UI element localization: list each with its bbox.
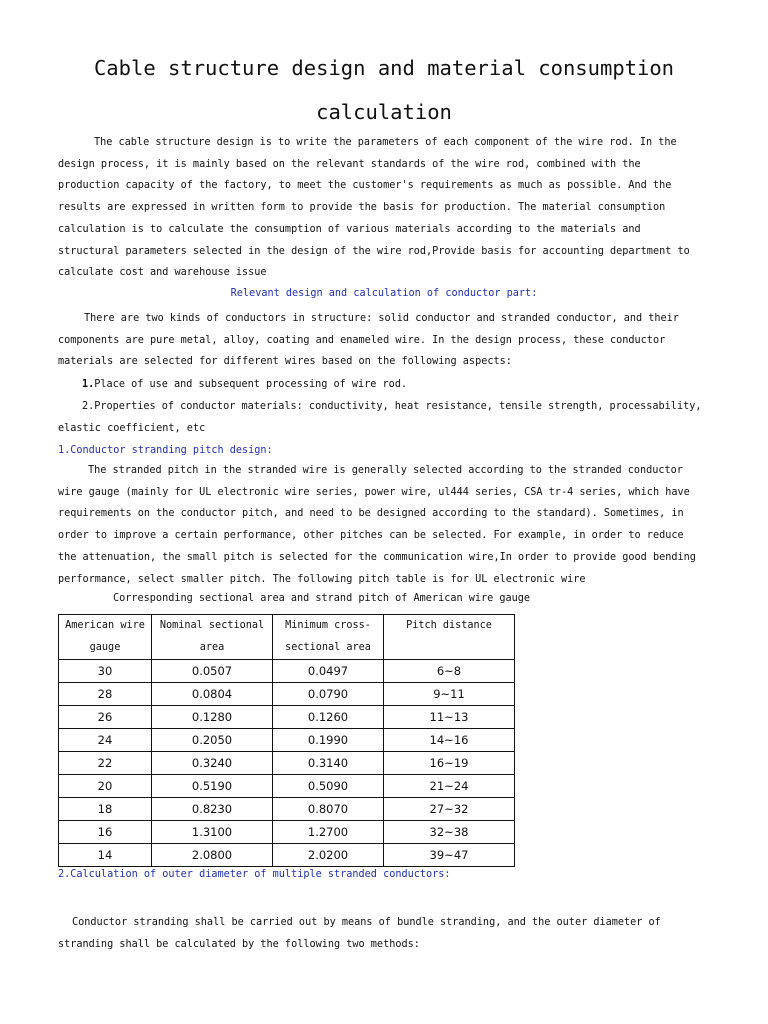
cell-minimum: 0.5090 xyxy=(273,775,384,798)
cell-pitch: 39~47 xyxy=(384,844,515,867)
cell-minimum: 0.8070 xyxy=(273,798,384,821)
header-nominal-area: Nominal sectional area xyxy=(152,615,273,660)
cell-gauge: 28 xyxy=(59,683,152,706)
list-item-1 xyxy=(82,374,742,396)
cell-pitch: 21~24 xyxy=(384,775,515,798)
header-minimum-area: Minimum cross-sectional area xyxy=(273,615,384,660)
outer-diameter-paragraph: Conductor stranding shall be carried out by means of bundle stranding, and the outer diameter of stranding shall be calculated by the following two methods: xyxy=(58,917,661,950)
cell-pitch: 32~38 xyxy=(384,821,515,844)
cell-minimum: 0.3140 xyxy=(273,752,384,775)
cell-gauge: 26 xyxy=(59,706,152,729)
cell-nominal: 0.5190 xyxy=(152,775,273,798)
table-row xyxy=(59,798,515,821)
cell-nominal: 0.0804 xyxy=(152,683,273,706)
cell-gauge: 20 xyxy=(59,775,152,798)
cell-gauge: 30 xyxy=(59,660,152,683)
table-row xyxy=(59,729,515,752)
cell-pitch: 6~8 xyxy=(384,660,515,683)
cell-pitch: 16~19 xyxy=(384,752,515,775)
page-title-line2: calculation xyxy=(316,100,452,124)
table-header-row xyxy=(59,615,515,660)
list-item-1-text: Place of use and subsequent processing of wire rod. xyxy=(94,379,408,390)
table-row xyxy=(59,660,515,683)
table-row xyxy=(59,706,515,729)
cell-gauge: 14 xyxy=(59,844,152,867)
page-title-line1: Cable structure design and material consumption xyxy=(93,56,675,80)
header-wire-gauge: American wire gauge xyxy=(59,615,152,660)
table-row xyxy=(59,752,515,775)
cell-nominal: 0.2050 xyxy=(152,729,273,752)
cell-minimum: 2.0200 xyxy=(273,844,384,867)
cell-pitch: 9~11 xyxy=(384,683,515,706)
cell-nominal: 1.3100 xyxy=(152,821,273,844)
awg-table xyxy=(58,614,515,867)
header-pitch-distance: Pitch distance xyxy=(384,615,515,660)
cell-gauge: 18 xyxy=(59,798,152,821)
cell-gauge: 24 xyxy=(59,729,152,752)
pitch-section-heading: 1.Conductor stranding pitch design: xyxy=(58,445,273,456)
pitch-paragraph: The stranded pitch in the stranded wire is generally selected according to the stranded conductor wire gauge (mainly for UL electronic wire series, power wire, ul444 series, CSA tr-4 series, which have requirements on the conductor pitch, and need to be designed according to the standard). Sometimes, in order to improve a certain performance, other pitches can be selected. For example, in order to reduce the attenuation, the small pitch is selected for the communication wire,In order to provide good bending performance, select smaller pitch. The following pitch table is for UL electronic wire xyxy=(58,465,696,585)
cell-pitch: 11~13 xyxy=(384,706,515,729)
list-item-1-number: 1. xyxy=(82,379,95,390)
cell-pitch: 14~16 xyxy=(384,729,515,752)
table-row xyxy=(59,683,515,706)
cell-minimum: 0.0497 xyxy=(273,660,384,683)
outer-diameter-heading: 2.Calculation of outer diameter of multiple stranded conductors: xyxy=(58,869,451,880)
table-row xyxy=(59,821,515,844)
cell-nominal: 2.0800 xyxy=(152,844,273,867)
cell-minimum: 1.2700 xyxy=(273,821,384,844)
conductor-section-heading: Relevant design and calculation of conductor part: xyxy=(230,288,538,299)
cell-nominal: 0.0507 xyxy=(152,660,273,683)
cell-nominal: 0.8230 xyxy=(152,798,273,821)
table-caption: Corresponding sectional area and strand pitch of American wire gauge xyxy=(113,593,531,604)
cell-nominal: 0.1280 xyxy=(152,706,273,729)
cell-minimum: 0.1990 xyxy=(273,729,384,752)
cell-nominal: 0.3240 xyxy=(152,752,273,775)
table-row xyxy=(59,775,515,798)
conductor-paragraph: There are two kinds of conductors in structure: solid conductor and stranded conductor, and their components are pure metal, alloy, coating and enameled wire. In the design process, these conductor materials are selected for different wires based on the following aspects: xyxy=(58,313,679,368)
list-item-2: 2.Properties of conductor materials: conductivity, heat resistance, tensile strength, processability, elastic coefficient, etc xyxy=(58,401,702,434)
cell-pitch: 27~32 xyxy=(384,798,515,821)
cell-gauge: 16 xyxy=(59,821,152,844)
cell-minimum: 0.1260 xyxy=(273,706,384,729)
cell-gauge: 22 xyxy=(59,752,152,775)
cell-minimum: 0.0790 xyxy=(273,683,384,706)
intro-paragraph: The cable structure design is to write the parameters of each component of the wire rod. In the design process, it is mainly based on the relevant standards of the wire rod, combined with the production capacity of the factory, to meet the customer's requirements as much as possible. And the results are expressed in written form to provide the basis for production. The material consumption calculation is to calculate the consumption of various materials according to the materials and structural parameters selected in the design of the wire rod,Provide basis for accounting department to calculate cost and warehouse issue xyxy=(58,137,690,279)
